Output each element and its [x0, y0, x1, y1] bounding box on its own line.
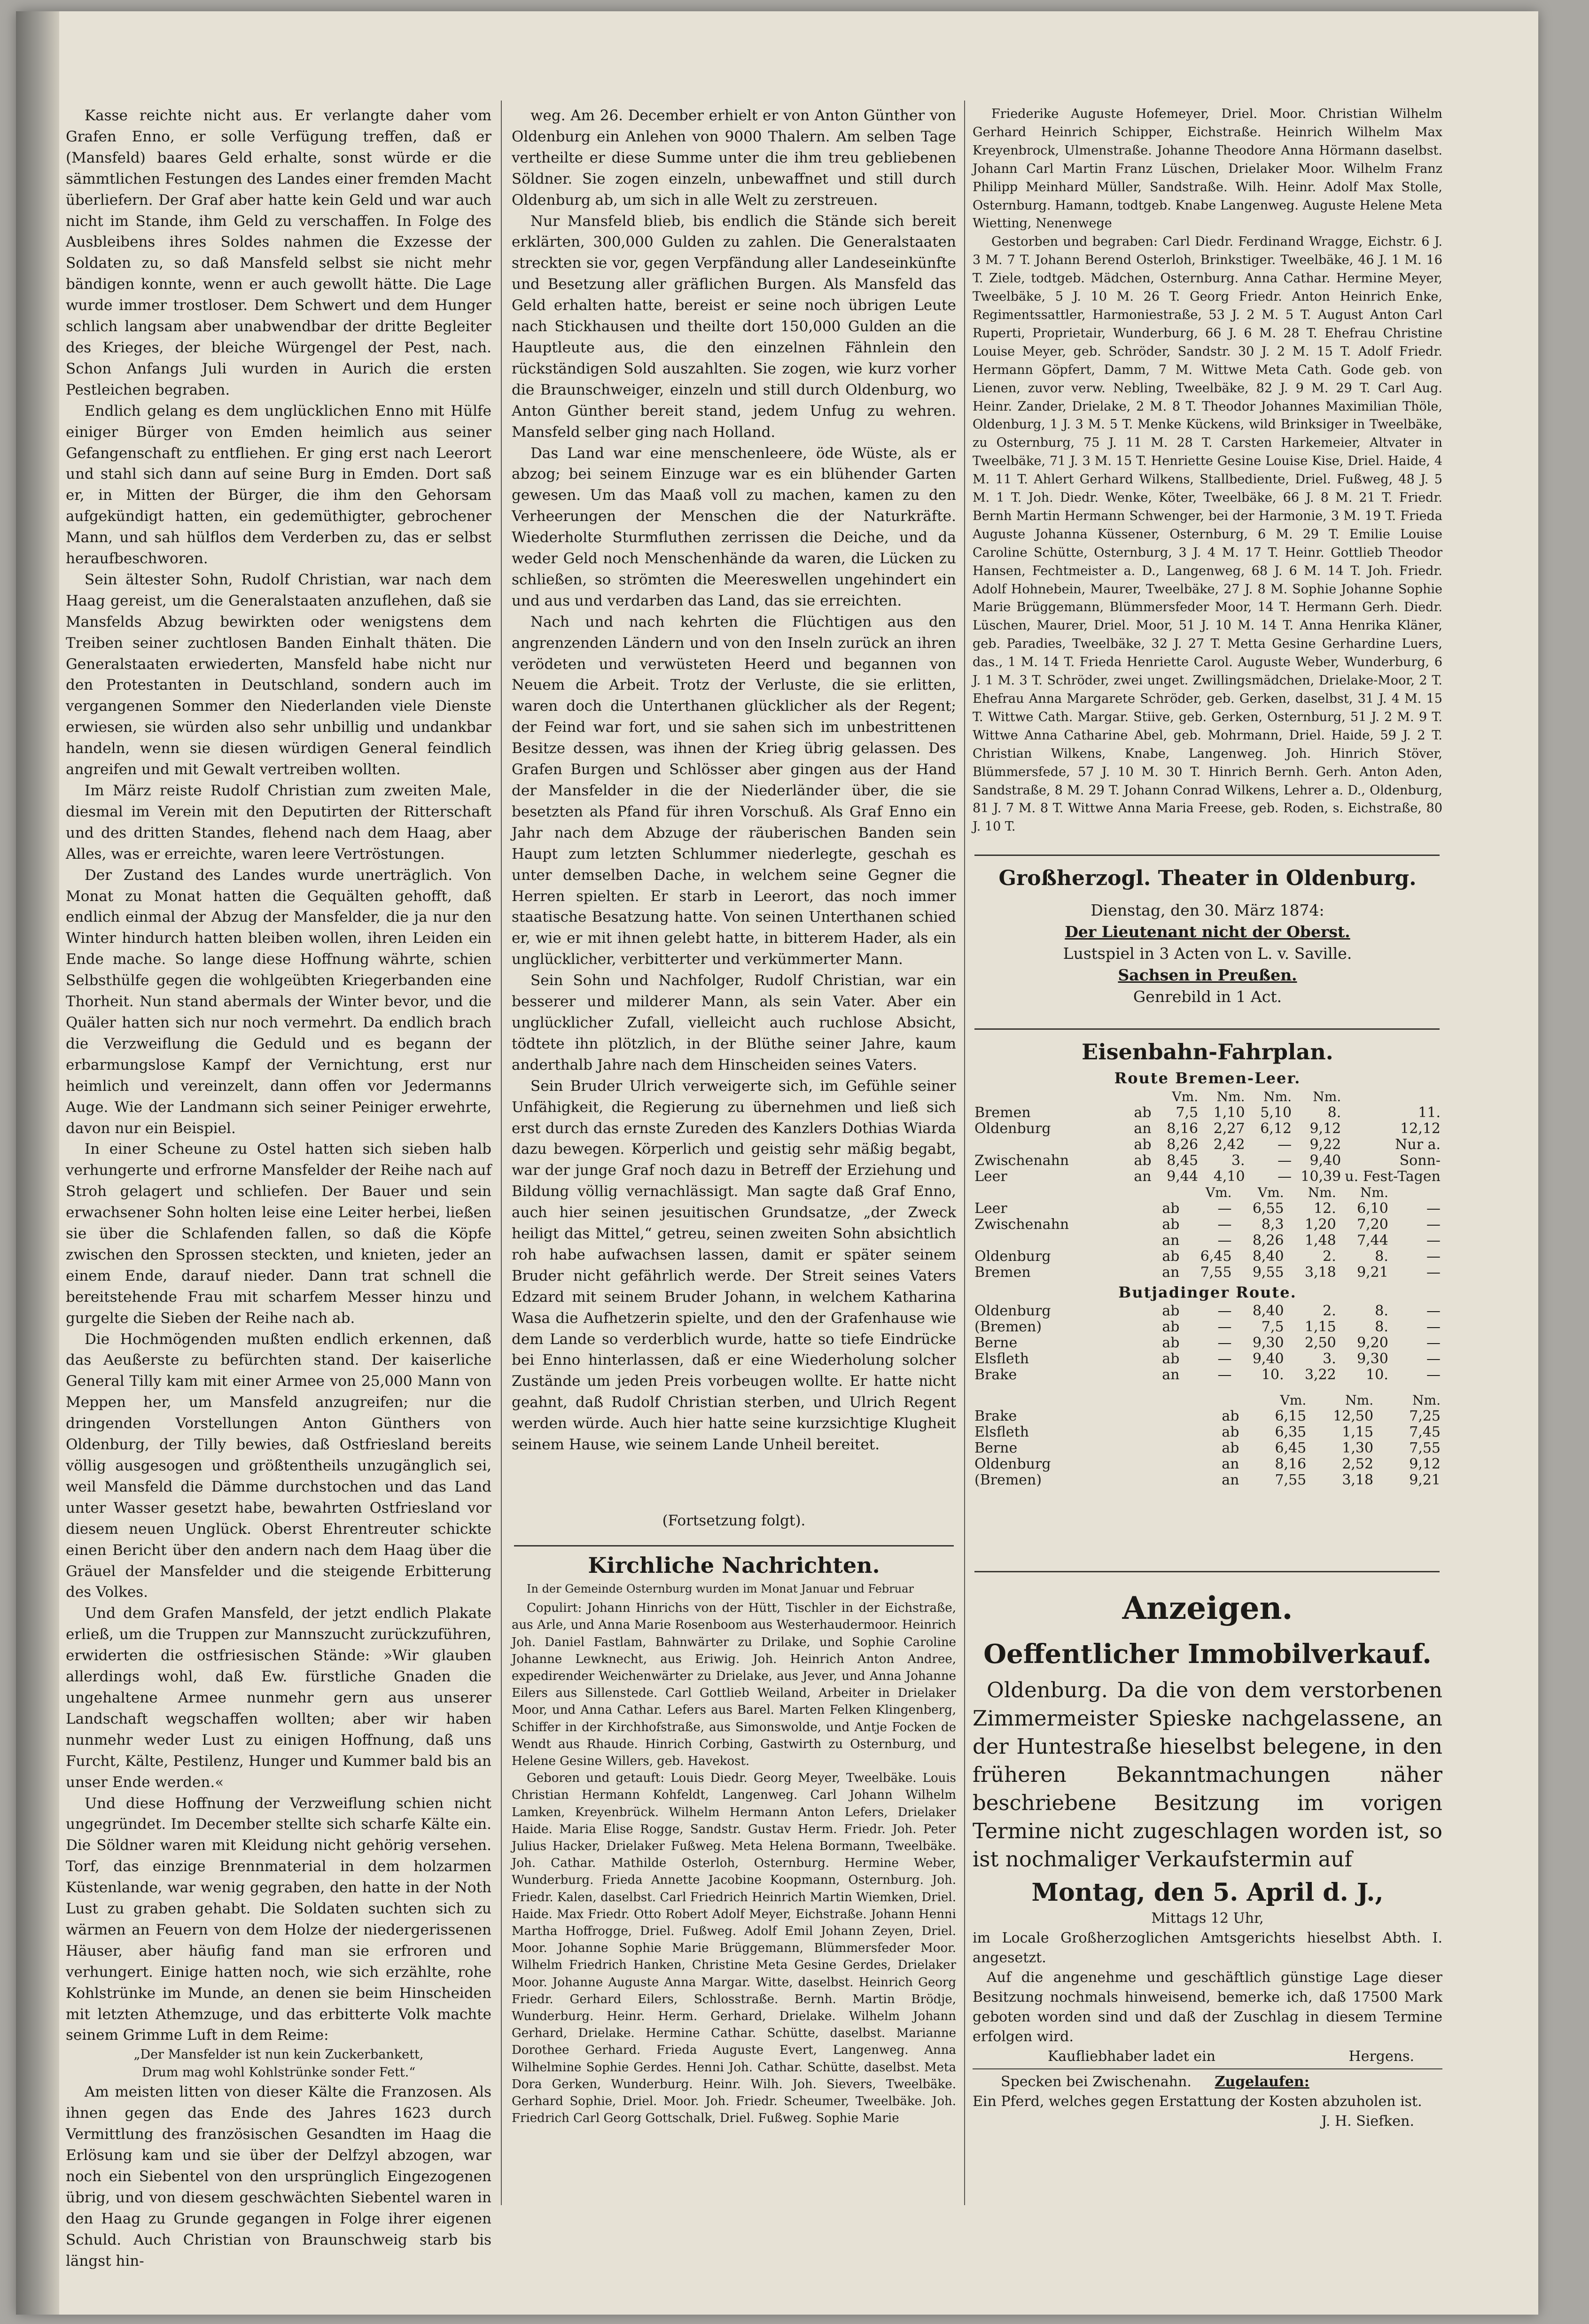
time-cell: — — [1217, 1367, 1232, 1383]
time-cell: 2,50 — [1304, 1335, 1336, 1351]
time-cell: 3,22 — [1304, 1367, 1336, 1383]
time-cell: — — [1426, 1248, 1441, 1265]
theater-play: Der Lieutenant nicht der Oberst. — [1065, 923, 1350, 941]
time-cell: 7,5 — [1261, 1319, 1284, 1335]
paragraph: Im März reiste Rudolf Christian zum zweiten Male, diesmal im Verein mit den Deputirten der Ritterschaft und des dritten Standes, flehend nach dem Haag, aber Alles, was er erreichte, waren leere Vertröstungen. — [66, 782, 491, 863]
time-cell: 6,15 — [1275, 1408, 1307, 1424]
ad-text: Oldenburg. Da die von dem verstorbenen Zimmermeister Spieske nachgelassene, an der Huntestraße hieselbst belegene, in den früheren Bekanntmachungen näher beschriebene Besitzung im vorigen Termine nicht zugeschlagen worden ist, so ist nochmaliger Verkaufstermin auf — [973, 1678, 1442, 1872]
arr-dep: ab — [1222, 1440, 1239, 1456]
station-name: Elsfleth — [974, 1424, 1029, 1440]
timetable-row — [973, 1137, 1442, 1153]
timetable-row — [973, 1424, 1442, 1440]
time-cell: 9,44 — [1167, 1168, 1199, 1185]
time-cell: 8. — [1375, 1303, 1388, 1319]
timetable-header-cell — [973, 1089, 1121, 1105]
found-horse-text: Ein Pferd, welches gegen Erstattung der Kosten abzuholen ist. — [973, 2093, 1422, 2110]
timetable-header-cell: Nm. — [1345, 1392, 1374, 1408]
time-cell: 8. — [1327, 1104, 1341, 1121]
timetable-row — [973, 1153, 1442, 1169]
theater-date: Dienstag, den 30. März 1874: — [1090, 901, 1324, 919]
time-cell: 12. — [1314, 1200, 1336, 1217]
timetable-row — [973, 1351, 1442, 1367]
timetable-header-row — [973, 1392, 1442, 1408]
arr-dep: ab — [1162, 1248, 1180, 1265]
time-cell: — — [1426, 1351, 1441, 1367]
column-2 — [512, 105, 956, 1552]
arr-dep: ab — [1162, 1351, 1180, 1367]
time-cell: 2. — [1323, 1248, 1336, 1265]
timetable-row — [973, 1105, 1442, 1121]
station-name: Leer — [974, 1200, 1007, 1217]
found-horse-ad — [973, 2072, 1442, 2131]
paragraph: weg. Am 26. December erhielt er von Anton Günther von Oldenburg ein Anlehen von 9000 Thalern. Am selben Tage vertheilte er diese Summe unter die ihm treu gebliebenen Söldner. Sie zogen einzeln, unbewaffnet und still durch Oldenburg ab, um sich in alle Welt zu zerstreuen. — [512, 107, 956, 209]
railway-timetable — [973, 1039, 1442, 1488]
station-name: (Bremen) — [974, 1319, 1042, 1335]
time-cell: — — [1277, 1152, 1292, 1169]
arr-dep: ab — [1134, 1104, 1152, 1121]
station-name: Berne — [974, 1440, 1018, 1456]
time-cell: — — [1217, 1351, 1232, 1367]
time-cell: 6,35 — [1275, 1424, 1307, 1440]
found-horse-title: Zugelaufen: — [1215, 2074, 1309, 2090]
timetable-table — [973, 1185, 1442, 1281]
ad-time: Mittags 12 Uhr, — [1151, 1910, 1264, 1927]
time-cell: 1,15 — [1342, 1424, 1374, 1440]
station-name — [973, 1137, 1121, 1153]
continuation-note: (Fortsetzung folgt). — [662, 1512, 806, 1529]
ad-date: Montag, den 5. April d. J., — [1031, 1878, 1384, 1907]
timetable-row — [973, 1121, 1442, 1137]
time-cell: 8,3 — [1261, 1216, 1284, 1233]
paragraph: Sein Sohn und Nachfolger, Rudolf Christian, war ein besserer und milderer Mann, als sein Vater. Aber ein unglücklicher Zufall, vielleicht auch ruchlose Absicht, tödtete ihn plötzlich, in der Blüthe seiner Jahre, kaum anderthalb Jahre nach dem Hinscheiden seines Vaters. — [512, 972, 956, 1073]
time-cell: 3,18 — [1342, 1472, 1374, 1488]
ad-text2: Auf die angenehme und geschäftlich günstige Lage dieser Besitzung nochmals hinweisend, bemerke ich, daß 17500 Mark geboten worden sind und daß der Zuschlag in diesem Termine erfolgen wird. — [973, 1969, 1442, 2045]
station-name: Elsfleth — [974, 1351, 1029, 1367]
time-cell: — — [1217, 1200, 1232, 1217]
timetable-header-cell: Vm. — [1172, 1089, 1199, 1104]
time-cell: 1,30 — [1342, 1440, 1374, 1456]
station-name: Bremen — [974, 1104, 1031, 1121]
time-cell: 8,16 — [1167, 1120, 1199, 1137]
paragraph: Nach und nach kehrten die Flüchtigen aus den angrenzenden Ländern und von den Inseln zurück an ihren verödeten und verwüsteten Heerd und begannen von Neuem die Arbeit. Trotz der Verluste, die sie erlitten, waren doch die Unterthanen glücklicher als der Regent; der Feind war fort, und sie sahen sich im unbestrittenen Besitze dessen, was ihnen der Krieg übrig gelassen. Des Grafen Burgen und Schlösser aber gingen aus der Hand der Mansfelder in die der Niederländer über, die sie besetzten als Pfand für ihren Vorschuß. Als Graf Enno ein Jahr nach dem Abzuge der räuberischen Banden sein Haupt zum letzten Schlummer niederlegte, geschah es unter demselben Dache, in welchem seine Gegner die Herren spielten. Er starb in Leerort, das noch immer staatische Besatzung hatte. Von seinen Unterthanen schied er, wie er mit ihnen gelebt hatte, in bitterem Hader, als ein unglücklicher, verbitterter und verkümmerter Mann. — [512, 613, 956, 968]
time-cell: — — [1217, 1319, 1232, 1335]
found-horse-place: Specken bei Zwischenahn. — [1001, 2074, 1192, 2090]
arr-dep: an — [1134, 1168, 1152, 1185]
section-rule — [514, 1545, 954, 1547]
time-cell: 2. — [1323, 1303, 1336, 1319]
time-cell: Nur a. — [1395, 1136, 1441, 1153]
time-cell: 12,50 — [1333, 1408, 1374, 1424]
arr-dep: ab — [1162, 1200, 1180, 1217]
time-cell: — — [1217, 1216, 1232, 1233]
timetable-header-cell — [1121, 1089, 1153, 1105]
time-cell: — — [1426, 1303, 1441, 1319]
time-cell: 7,44 — [1357, 1232, 1388, 1249]
timetable-header-cell: Vm. — [1205, 1185, 1232, 1200]
paragraph: Geboren und getauft: Louis Diedr. Georg Meyer, Tweelbäke. Louis Christian Hermann Kohfeldt, Langenweg. Carl Johann Wilhelm Lamken, Kreyenbrück. Wilhelm Hermann Anton Lefers, Drielaker Haide. Maria Elise Rogge, Sandstr. Gustav Herm. Friedr. Joh. Peter Julius Hacker, Drielaker Fußweg. Meta Helena Bormann, Tweelbäke. Joh. Cathar. Mathilde Osterloh, Osternburg. Hermine Weber, Wunderburg. Frieda Annette Jacobine Koopmann, Osternburg. Joh. Friedr. Kalen, daselbst. Carl Friedrich Heinrich Martin Wiemken, Driel. Haide. Max Friedr. Otto Robert Adolf Meyer, Eichstraße. Johann Henni Martha Hoffrogge, Driel. Fußweg. Adolf Emil Johann Zeyen, Driel. Moor. Johanne Sophie Marie Brüggemann, Blümmersfeder Moor. Wilhelm Friedrich Hanken, Christine Meta Gesine Gerdes, Drielaker Moor. Johanne Auguste Anna Margar. Witte, daselbst. Heinrich Georg Friedr. Gerhard Eilers, Schlosstraße. Bernh. Martin Brödje, Wunderburg. Heinr. Herm. Gerhard, Drielake. Wilhelm Johann Gerhard, Drielake. Hermine Cathar. Schütte, daselbst. Marianne Dorothee Gerhard. Frieda Auguste Evert, Langenweg. Anna Wilhelmine Sophie Gerdes. Henni Joh. Cathar. Schütte, daselbst. Meta Dora Gerken, Wunderburg. Heinr. Wilh. Joh. Sievers, Tweelbäke. Gerhard Sophie, Driel. Moor. Joh. Friedr. Scheumer, Tweelbäke. Joh. Friedrich Carl Georg Gottschalk, Driel. Fußweg. Sophie Marie — [512, 1771, 956, 2126]
arr-dep: an — [1162, 1264, 1180, 1281]
route-title: Butjadinger Route. — [1118, 1283, 1297, 1301]
timetable-header-cell: Nm. — [1313, 1089, 1341, 1104]
timetable-header-cell — [1192, 1392, 1241, 1408]
time-cell: 1,48 — [1304, 1232, 1336, 1249]
advertisements — [973, 1590, 1442, 2131]
timetable-row — [973, 1217, 1442, 1233]
time-cell: 8,26 — [1167, 1136, 1199, 1153]
timetable-header-cell: Nm. — [1216, 1089, 1245, 1104]
arr-dep: an — [1222, 1472, 1239, 1488]
time-cell: 6,55 — [1252, 1200, 1284, 1217]
station-name: Zwischenahn — [974, 1152, 1069, 1169]
time-cell: 9,40 — [1252, 1351, 1284, 1367]
paragraph: Kasse reichte nicht aus. Er verlangte daher vom Grafen Enno, er solle Verfügung treffen, daß er (Mansfeld) baares Geld erhalte, sonst würde er die sämmtlichen Festungen des Landes einer fremden Macht überliefern. Der Graf aber hatte kein Geld und war auch nicht im Stande, ihm Geld zu verschaffen. In Folge des Ausbleibens ihres Soldes nahmen die Exzesse der Soldaten zu, so daß Mansfeld selbst sie nicht mehr bändigen konnte, wenn er auch gewollt hätte. Die Lage wurde immer trostloser. Dem Schwert und dem Hunger schlich langsam aber unabwendbar der dritte Begleiter des Krieges, der bleiche Würgengel der Pest, nach. Schon Anfangs Juli wurden in Aurich die ersten Pestleichen begraben. — [66, 107, 491, 398]
section-rule — [974, 855, 1440, 856]
ad-place: im Locale Großherzoglichen Amtsgerichts hieselbst Abth. I. angesetzt. — [973, 1930, 1442, 1966]
timetable-title: Eisenbahn-Fahrplan. — [1082, 1039, 1333, 1065]
arr-dep: ab — [1162, 1335, 1180, 1351]
station-name: Oldenburg — [974, 1303, 1051, 1319]
paragraph: Nur Mansfeld blieb, bis endlich die Stände sich bereit erklärten, 300,000 Gulden zu zahlen. Die Generalstaaten streckten sie vor, gegen Verpfändung aller Landeseinkünfte und Besetzung aller gräflichen Burgen. Als Mansfeld das Geld erhalten hatte, bereist er seine noch übrigen Leute nach Stickhausen und theilte dort 150,000 Gulden an die Hauptleute aus, die den einzelnen Fähnlein den rückständigen Sold auszahlten. Sie zogen, wie kurz vorher die Braunschweiger, einzeln und still durch Oldenburg, wo Anton Günther bereit stand, jedem Unfug zu wehren. Mansfeld selber ging nach Holland. — [512, 212, 956, 441]
timetable-header-cell: Nm. — [1263, 1089, 1292, 1104]
found-horse-sign: J. H. Siefken. — [1321, 2113, 1414, 2130]
time-cell: 1,20 — [1304, 1216, 1336, 1233]
column-divider — [501, 101, 502, 2205]
timetable-header-cell — [1144, 1185, 1182, 1201]
timetable-header-cell: Vm. — [1280, 1392, 1307, 1408]
time-cell: — — [1426, 1319, 1441, 1335]
time-cell: 3. — [1323, 1351, 1336, 1367]
timetable-header-cell: Nm. — [1412, 1392, 1441, 1408]
time-cell: 8,40 — [1252, 1303, 1284, 1319]
time-cell: 5,10 — [1260, 1104, 1292, 1121]
time-cell: 8,40 — [1252, 1248, 1284, 1265]
paragraph: Der Zustand des Landes wurde unerträglich. Von Monat zu Monat hatten die Gequälten gehofft, daß endlich einmal der Abzug der Mansfelder, die ja nur den Winter hindurch hatten bleiben wollen, ihren Leiden ein Ende mache. So lange diese Hoffnung währte, schien Selbsthülfe gegen die wohlgeübten Kriegerbanden eine Thorheit. Nun stand abermals der Winter bevor, und die Quäler hatten sich nur noch vermehrt. Da endlich brach die Verzweiflung die Geduld und es begann der erbarmungslose Kampf der Vernichtung, erst nur heimlich und vereinzelt, dann offen vor Jedermanns Auge. Wie der Landmann sich seiner Peiniger erwehrte, davon nur ein Beispiel. — [66, 866, 491, 1137]
time-cell: 6,45 — [1200, 1248, 1232, 1265]
station-name: (Bremen) — [974, 1472, 1042, 1488]
station-name: Oldenburg — [974, 1120, 1051, 1137]
timetable-row — [973, 1303, 1442, 1319]
time-cell: 9,20 — [1357, 1335, 1388, 1351]
time-cell: 8. — [1375, 1248, 1388, 1265]
time-cell: 12,12 — [1400, 1120, 1441, 1137]
station-name: Oldenburg — [974, 1456, 1051, 1472]
paragraph: Die Hochmögenden mußten endlich erkennen, daß das Aeußerste zu befürchten stand. Der kaiserliche General Tilly kam mit einer Armee von 25,000 Mann von Meppen her, um Mansfeld anzugreifen; nur die dringenden Vorstellungen Anton Günthers von Oldenburg, der Tilly bewies, daß Ostfriesland bereits völlig ausgesogen und größtentheils unzugänglich sei, weil Mansfeld die Dämme durchstochen und das Land unter Wasser gesetzt habe, bewahrten Ostfriesland vor diesem neuen Unglück. Oberst Ehrentreuter schickte einen Bericht über den andern nach dem Haag über die Gräuel der Mansfelder und die steigende Erbitterung des Volkes. — [66, 1330, 491, 1601]
paragraph: Gestorben und begraben: Carl Diedr. Ferdinand Wragge, Eichstr. 6 J. 3 M. 7 T. Johann Berend Osterloh, Brinkstiger. Tweelbäke, 46 J. 1 M. 16 T. Ziele, todtgeb. Mädchen, Osternburg. Anna Cathar. Hermine Meyer, Tweelbäke, 5 J. 10 M. 26 T. Georg Friedr. Anton Heinrich Enke, Regimentssattler, Harmoniestraße, 53 J. 2 M. 5 T. August Anton Carl Ruperti, Proprietair, Wunderburg, 66 J. 6 M. 28 T. Ehefrau Christine Louise Meyer, geb. Schröder, Sandstr. 30 J. 2 M. 15 T. Adolf Friedr. Hermann Göpfert, Damm, 7 M. Wittwe Meta Cath. Gode geb. von Lienen, zuvor verw. Nebling, Tweelbäke, 82 J. 9 M. 29 T. Carl Aug. Heinr. Zander, Drielake, 2 M. 8 T. Theodor Johannes Maximilian Thöle, Oldenburg, 1 J. 3 M. 5 T. Menke Kückens, wild Brinksiger in Tweelbäke, zu Osternburg, 75 J. 11 M. 28 T. Carsten Harkemeier, Altvater in Tweelbäke, 71 J. 3 M. 15 T. Henriette Gesine Louise Kise, Driel. Haide, 4 M. 11 T. Ahlert Gerhard Wilkens, Stallbediente, Driel. Fußweg, 48 J. 5 M. 1 T. Joh. Diedr. Wenke, Köter, Tweelbäke, 66 J. 8 M. 21 T. Friedr. Bernh Martin Hermann Schwenger, bei der Harmonie, 3 M. 19 T. Frieda Auguste Johanna Küssener, Osternburg, 6 M. 29 T. Emilie Louise Caroline Schütte, Osternburg, 3 J. 4 M. 17 T. Heinr. Gottlieb Theodor Hansen, Fechtmeister a. D., Langenweg, 68 J. 6 M. 14 T. Joh. Friedr. Adolf Hohnebein, Maurer, Tweelbäke, 27 J. 8 M. Sophie Johanne Sophie Marie Brüggemann, Blümmersfeder Moor, 14 T. Hermann Gerh. Diedr. Lüschen, Maurer, Driel. Moor, 51 J. 10 M. 14 T. Anna Henrika Kläner, geb. Paradies, Tweelbäke, 32 J. 27 T. Metta Gesine Gerhardine Luers, das., 1 M. 14 T. Frieda Henriette Carol. Auguste Weber, Wunderburg, 6 J. 1 M. 3 T. Schröder, zwei unget. Zwillingsmädchen, Drielake-Moor, 2 T. Ehefrau Anna Margarete Schröder, geb. Gerken, daselbst, 31 J. 4 M. 15 T. Wittwe Cath. Margar. Stiive, geb. Gerken, Osternburg, 51 J. 2 M. 9 T. Wittwe Anna Catharine Abel, geb. Mohrmann, Driel. Haide, 59 J. 2 T. Christian Wilkens, Knabe, Langenweg. Joh. Hinrich Stöver, Blümmersfede, 57 J. 10 M. 30 T. Hinrich Bernh. Gerh. Anton Aden, Sandstraße, 8 M. 29 T. Johann Conrad Wilkens, Lehrer a. D., Oldenburg, 81 J. 7 M. 8 T. Wittwe Anna Maria Freese, geb. Roden, s. Eichstraße, 80 J. 10 T. — [973, 234, 1442, 834]
time-cell: — — [1277, 1168, 1292, 1185]
time-cell: 7,25 — [1409, 1408, 1441, 1424]
time-cell: 8,26 — [1252, 1232, 1284, 1249]
time-cell: — — [1426, 1232, 1441, 1249]
paragraph: Endlich gelang es dem unglücklichen Enno mit Hülfe einiger Bürger von Emden heimlich aus seiner Gefangenschaft zu entfliehen. Er ging erst nach Leerort und stahl sich dann auf seine Burg in Emden. Dort saß er, in Mitten der Bürger, die ihm den Gehorsam aufgekündigt hatten, ein gedemüthigter, gebrochener Mann, und sah hülflos dem Verderben zu, das er selbst heraufbeschworen. — [66, 402, 491, 567]
time-cell: 7,55 — [1200, 1264, 1232, 1281]
timetable-row — [973, 1367, 1442, 1383]
timetable-table — [973, 1392, 1442, 1488]
station-name: Bremen — [974, 1264, 1031, 1281]
arr-dep: ab — [1134, 1152, 1152, 1169]
timetable-header-row — [973, 1089, 1442, 1105]
station-name: Zwischenahn — [974, 1216, 1069, 1233]
arr-dep: ab — [1222, 1408, 1239, 1424]
time-cell: 6,10 — [1357, 1200, 1388, 1217]
paragraph: Friederike Auguste Hofemeyer, Driel. Moor. Christian Wilhelm Gerhard Heinrich Schipper, Eichstraße. Heinrich Wilhelm Max Kreyenbrock, Ulmenstraße. Johanne Theodore Anna Hörmann daselbst. Johann Carl Martin Franz Lüschen, Drielaker Moor. Wilhelm Franz Philipp Meinhard Müller, Sandstraße. Wilh. Heinr. Adolf Max Stolle, Osternburg. Hamann, todtgeb. Knabe Langenweg. Auguste Helene Meta Wietting, Nenenwege — [973, 107, 1442, 231]
paragraph: Sein Bruder Ulrich verweigerte sich, im Gefühle seiner Unfähigkeit, die Regierung zu übernehmen und ließ sich erst durch das ernste Zureden des Kanzlers Dothias Wiarda dazu bewegen. Körperlich und geistig sehr mäßig begabt, war der junge Graf noch dazu in Betreff der Erziehung und Bildung völlig vernachlässigt. Man sagte daß Graf Enno, auch hier seinen jesuitischen Grundsatze, „der Zweck heiligt das Mittel,“ getreu, seinen zweiten Sohn absichtlich roh habe aufwachsen lassen, damit er später seinem Bruder nicht gefährlich werde. Der Streit seines Vaters Edzard mit seinem Bruder Johann, in welchem Katharina Wasa die Aufhetzerin spielte, und den der Grafenhause wie dem Lande so verderblich wurde, hatte so tiefe Eindrücke bei Enno hinterlassen, daß er eine Wiederholung solcher Zustände um jeden Preis vorbeugen wollte. Er hatte nicht geahnt, daß Rudolf Christian sterben, und Ulrich Regent werden würde. Auch hier hatte seine kurzsichtige Klugheit seinem Hause, wie seinem Lande Unheil bereitet. — [512, 1077, 956, 1453]
station-name — [973, 1233, 1144, 1249]
theater-play2-desc: Genrebild in 1 Act. — [1133, 987, 1282, 1006]
paragraph: Am meisten litten von dieser Kälte die Franzosen. Als ihnen gegen das Ende des Jahres 1623 durch Vermittlung des französischen Gesandten im Haag die Erlösung kam und sie über der Delfzyl abzogen, war noch ein Siebentel von den ursprünglich Eingezogenen übrig, und von diesem geschwächten Siebentel waren in den Haag zu Grunde gegangen in Folge ihrer eigenen Schuld. Auch Christian von Braunschweig starb bis längst hin- — [66, 2083, 491, 2270]
column-3 — [973, 105, 1442, 852]
time-cell: 10. — [1366, 1367, 1388, 1383]
timetable-header-cell: Vm. — [1257, 1185, 1284, 1200]
church-news — [512, 1553, 956, 2196]
arr-dep: ab — [1162, 1303, 1180, 1319]
paragraph: Das Land war eine menschenleere, öde Wüste, als er abzog; bei seinem Einzuge war es ein blühender Garten gewesen. Um das Maaß voll zu machen, kamen zu den Verheerungen der Menschen die der Naturkräfte. Wiederholte Sturmfluthen zerrissen die Deiche, und da weder Geld noch Menschenhände da waren, die Lücken zu schließen, so strömten die Meereswellen ungehindert ein und aus und verdarben das Land, das sie erreichten. — [512, 444, 956, 609]
ads-title: Anzeigen. — [1122, 1590, 1293, 1626]
timetable-header-cell — [973, 1392, 1192, 1408]
time-cell: 11. — [1418, 1104, 1441, 1121]
ad-sign-right: Hergens. — [1348, 2048, 1414, 2065]
time-cell: Sonn- — [1399, 1152, 1441, 1169]
column-1 — [66, 105, 491, 2270]
timetable-row — [973, 1440, 1442, 1456]
paragraph: Copulirt: Johann Hinrichs von der Hütt, Tischler in der Eichstraße, aus Arle, und Anna Marie Rosenboom aus Westerhaudermoor. Heinrich Joh. Daniel Fastlam, Bahnwärter zu Drilake, und Sophie Caroline Johanne Lewknecht, aus Eriwig. Joh. Heinrich Anton Andree, expedirender Weichenwärter zu Drielake, aus Jever, und Anna Johanne Eilers aus Sillenstede. Carl Gottlieb Weiland, Arbeiter in Drielaker Moor, und Anna Cathar. Lefers aus Barel. Marten Felken Klingenberg, Schiffer in der Kirchhofstraße, aus Simonswolde, und Antje Focken de Wendt aus Rhaude. Hinrich Corbing, Gastwirth zu Osternburg, und Helene Gesine Willers, geb. Havekost. — [512, 1601, 956, 1769]
station-name: Leer — [974, 1168, 1007, 1185]
time-cell: 7,5 — [1176, 1104, 1199, 1121]
time-cell: 9,40 — [1309, 1152, 1341, 1169]
time-cell: 2,27 — [1213, 1120, 1245, 1137]
station-name: Berne — [974, 1335, 1018, 1351]
time-cell: 8,16 — [1275, 1456, 1307, 1472]
time-cell: 1,10 — [1213, 1104, 1245, 1121]
timetable-row — [973, 1335, 1442, 1351]
timetable-row — [973, 1319, 1442, 1335]
time-cell: 9,30 — [1357, 1351, 1388, 1367]
arr-dep: an — [1134, 1120, 1152, 1137]
time-cell: 2,42 — [1213, 1136, 1245, 1153]
time-cell: 9,12 — [1309, 1120, 1341, 1137]
verse-line: „Der Mansfelder ist nun kein Zuckerbankett, — [133, 2047, 424, 2062]
newspaper-page — [16, 11, 1538, 2315]
time-cell: — — [1277, 1136, 1292, 1153]
arr-dep: ab — [1162, 1216, 1180, 1233]
time-cell: 9,30 — [1252, 1335, 1284, 1351]
timetable-header-row — [973, 1185, 1442, 1201]
time-cell: 7,45 — [1409, 1424, 1441, 1440]
timetable-table — [973, 1089, 1442, 1185]
timetable-table — [973, 1303, 1442, 1383]
column-divider — [964, 101, 965, 2205]
time-cell: 10. — [1261, 1367, 1284, 1383]
time-cell: 9,55 — [1252, 1264, 1284, 1281]
timetable-header-cell: Nm. — [1308, 1185, 1336, 1200]
timetable-row — [973, 1408, 1442, 1424]
theater-title: Großherzogl. Theater in Oldenburg. — [998, 866, 1417, 890]
page-binding-edge — [16, 11, 59, 2315]
timetable-row — [973, 1201, 1442, 1217]
theater-play2: Sachsen in Preußen. — [1118, 966, 1297, 984]
section-rule — [974, 1571, 1440, 1572]
time-cell: 9,21 — [1357, 1264, 1388, 1281]
time-cell: 3,18 — [1304, 1264, 1336, 1281]
time-cell: — — [1217, 1335, 1232, 1351]
time-cell: — — [1426, 1335, 1441, 1351]
time-cell: 6,12 — [1260, 1120, 1292, 1137]
church-news-intro: In der Gemeinde Osternburg wurden im Monat Januar und Februar — [527, 1582, 914, 1596]
theater-play-desc: Lustspiel in 3 Acten von L. v. Saville. — [1063, 944, 1352, 963]
time-cell: — — [1217, 1232, 1232, 1249]
time-cell: 4,10 — [1213, 1168, 1245, 1185]
paragraph: Und dem Grafen Mansfeld, der jetzt endlich Plakate erließ, um die Truppen zur Mannszucht zurückzuführen, erwiderten die ostfriesischen Stände: »Wir glauben allerdings wohl, daß Ew. fürstliche Gnaden die ungehaltene Armee nunmehr gern aus unserer Landschaft wegschaffen wollten; aber wir haben nunmehr weder Lust zu einigen Hoffnung, daß uns Furcht, Kälte, Pestilenz, Hunger und Kummer bald bis an unser Ende werden.« — [66, 1605, 491, 1791]
theater-notice — [973, 866, 1442, 1008]
paragraph: Sein ältester Sohn, Rudolf Christian, war nach dem Haag gereist, um die Generalstaaten anzuflehen, daß sie Mansfelds Abzug bewirkten oder wenigstens dem Treiben seiner zuchtlosen Banden Einhalt thäten. Die Generalstaaten erwiederten, Mansfeld habe nicht nur den Protestanten in Deutschland, sondern auch im vergangenen Sommer den Niederlanden viele Dienste erwiesen, sie würden also sehr unbillig und undankbar handeln, wenn sie diesen würdigen General feindlich angreifen und mit Gewalt vertreiben wollten. — [66, 571, 491, 778]
ad-signature-row — [973, 2047, 1442, 2067]
timetable-row — [973, 1472, 1442, 1488]
time-cell: 9,12 — [1409, 1456, 1441, 1472]
arr-dep: an — [1222, 1456, 1239, 1472]
time-cell: 7,20 — [1357, 1216, 1388, 1233]
time-cell: — — [1426, 1367, 1441, 1383]
arr-dep: an — [1162, 1232, 1180, 1249]
paragraph: Und diese Hoffnung der Verzweiflung schien nicht ungegründet. Im December stellte sich scharfe Kälte ein. Die Söldner waren mit Kleidung nicht gehörig versehen. Torf, das einzige Brennmaterial in dem holzarmen Küstenlande, war wenig gegraben, den hatte in der Noth Lust zu graben gehabt. Die Soldaten suchten sich zu wärmen an Feuern von dem Holze der niedergerissenen Häuser, aber häufig fand man sie erfroren und verhungert. Einige hatten noch, wie sich erzählte, rohe Kohlstrünke im Munde, an denen sie beim Hinscheiden mit letzten Athemzuge, und das erbitterte Volk machte seinem Grimme Luft in dem Reime: — [66, 1795, 491, 2044]
ad-sign-left: Kaufliebhaber ladet ein — [1048, 2048, 1215, 2065]
paragraph: In einer Scheune zu Ostel hatten sich sieben halb verhungerte und erfrorne Mansfelder der Reihe nach auf Stroh gelagert und schliefen. Der Bauer und sein erwachsener Sohn holten leise eine Leiter herbei, ließen sie über die Schlafenden fallen, so daß die Köpfe zwischen den Sprossen steckten, und knieten, jeder an einem Ende, darauf nieder. Dann trat schnell die bereitstehende Frau mit scharfem Messer hinzu und gurgelte die Sieben der Reihe nach ab. — [66, 1141, 491, 1327]
arr-dep: ab — [1162, 1319, 1180, 1335]
station-name: Brake — [974, 1367, 1017, 1383]
time-cell: 7,55 — [1275, 1472, 1307, 1488]
timetable-row — [973, 1233, 1442, 1249]
timetable-row — [973, 1249, 1442, 1265]
time-cell: 2,52 — [1342, 1456, 1374, 1472]
arr-dep: ab — [1134, 1136, 1152, 1153]
ad-heading: Oeffentlicher Immobilverkauf. — [983, 1639, 1432, 1670]
timetable-header-cell — [973, 1185, 1144, 1201]
timetable-row — [973, 1169, 1442, 1185]
time-cell: — — [1426, 1216, 1441, 1233]
station-name: Oldenburg — [974, 1248, 1051, 1265]
verse-line: Drum mag wohl Kohlstrünke sonder Fett.“ — [141, 2065, 416, 2080]
timetable-row — [973, 1456, 1442, 1472]
time-cell: 8,45 — [1167, 1152, 1199, 1169]
time-cell: — — [1217, 1303, 1232, 1319]
time-cell: — — [1426, 1200, 1441, 1217]
timetable-header-cell: Nm. — [1360, 1185, 1388, 1200]
arr-dep: an — [1162, 1367, 1180, 1383]
time-cell: — — [1426, 1264, 1441, 1281]
ad-rule — [973, 2068, 1442, 2069]
time-cell: 9,22 — [1309, 1136, 1341, 1153]
timetable-row — [973, 1265, 1442, 1281]
time-cell: 10,39 — [1301, 1168, 1341, 1185]
route-title: Route Bremen-Leer. — [1114, 1069, 1301, 1087]
time-cell: 7,55 — [1409, 1440, 1441, 1456]
station-name: Brake — [974, 1408, 1017, 1424]
time-cell: u. Fest-Tagen — [1345, 1168, 1441, 1185]
arr-dep: ab — [1222, 1424, 1239, 1440]
time-cell: 3. — [1231, 1152, 1245, 1169]
section-rule — [974, 1028, 1440, 1030]
church-news-title: Kirchliche Nachrichten. — [588, 1553, 880, 1578]
time-cell: 1,15 — [1304, 1319, 1336, 1335]
time-cell: 8. — [1375, 1319, 1388, 1335]
time-cell: 9,21 — [1409, 1472, 1441, 1488]
time-cell: 6,45 — [1275, 1440, 1307, 1456]
